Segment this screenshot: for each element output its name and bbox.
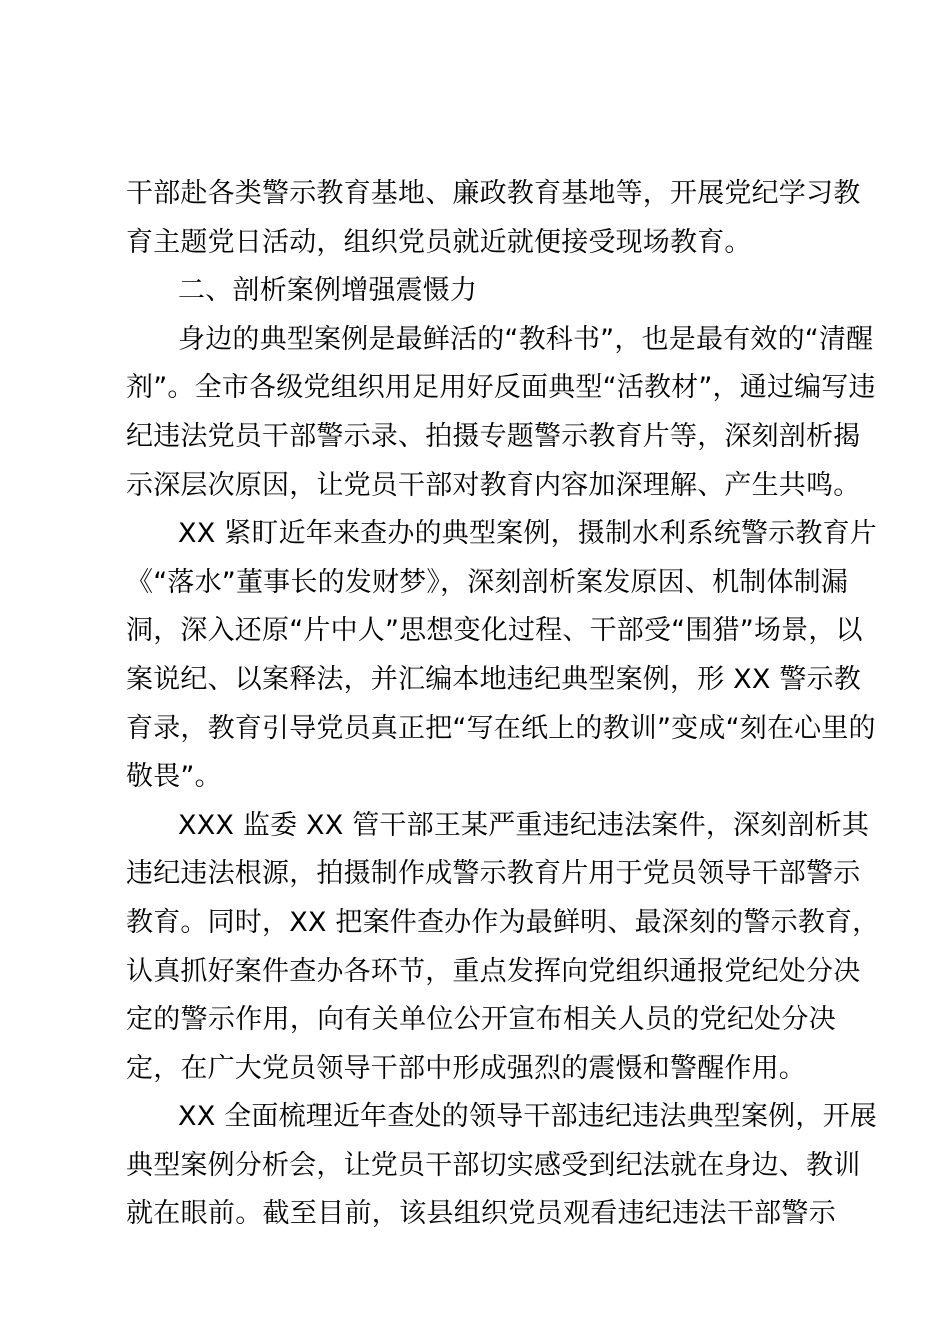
text-line-content: 纪违法党员干部警示录、拍摄专题警示教育片等，深刻剖析揭 [126,420,861,452]
text-line-content: 洞，深入还原“片中人”思想变化过程、干部受“围猎”场景，以 [126,615,863,647]
text-line-content: 违纪违法根源，拍摄制作成警示教育片用于党员领导干部警示 [126,858,861,890]
document-body [126,170,880,1239]
text-line [126,656,861,705]
text-line [126,753,836,802]
text-line [126,170,861,219]
text-line [126,316,874,365]
text-line [126,996,836,1045]
text-line-content: XX 全面梳理近年查处的领导干部违纪违法典型案例，开展 [178,1101,877,1133]
text-line-content: 干部赴各类警示教育基地、廉政教育基地等，开展党纪学习教 [126,178,861,209]
text-line [126,510,877,559]
text-line-content: 定的警示作用，向有关单位公开宣布相关人员的党纪处分决 [126,1004,836,1036]
section-heading [126,267,836,316]
text-line-content: 教育。同时，XX 把案件查办作为最鲜明、最深刻的警示教育， [126,906,880,938]
text-line [126,364,876,413]
text-line [126,1142,861,1191]
text-line-content: 《“落水”董事长的发财梦》，深刻剖析案发原因、机制体制漏 [126,566,849,598]
text-line [126,1045,836,1094]
text-line [126,559,849,608]
text-line-content: 定，在广大党员领导干部中形成强烈的震慑和警醒作用。 [126,1052,806,1084]
text-line-content: 认真抓好案件查办各环节，重点发挥向党组织通报党纪处分决 [126,955,861,987]
text-line [126,462,861,511]
text-line [126,899,880,948]
text-line-content: 身边的典型案例是最鲜活的“教科书”，也是最有效的“清醒 [178,323,874,355]
text-line [126,1093,877,1142]
text-line-content: 示深层次原因，让党员干部对教育内容加深理解、产生共鸣。 [126,469,861,501]
text-line-content: 剂”。全市各级党组织用足用好反面典型“活教材”，通过编写违 [126,372,876,404]
text-line [126,705,876,754]
section-heading-text: 二、剖析案例增强震慑力 [178,275,478,307]
text-line [126,948,861,997]
text-line [126,219,836,268]
text-line [126,1190,836,1239]
text-line [126,802,870,851]
text-line-content: 就在眼前。截至目前，该县组织党员观看违纪违法干部警示 [126,1198,836,1230]
text-line [126,607,863,656]
text-line-content: 育录，教育引导党员真正把“写在纸上的教训”变成“刻在心里的 [126,712,876,744]
text-line-content: 敬畏”。 [126,761,222,793]
text-line-content: 典型案例分析会，让党员干部切实感受到纪法就在身边、教训 [126,1149,861,1181]
text-line-content: XX 紧盯近年来查办的典型案例，摄制水利系统警示教育片 [178,518,877,550]
text-line-content: 案说纪、以案释法，并汇编本地违纪典型案例，形 XX 警示教 [126,663,861,695]
text-line [126,413,861,462]
text-line [126,850,861,899]
text-line-content: XXX 监委 XX 管干部王某严重违纪违法案件，深刻剖析其 [178,809,870,841]
text-line-content: 育主题党日活动，组织党员就近就便接受现场教育。 [126,226,752,258]
